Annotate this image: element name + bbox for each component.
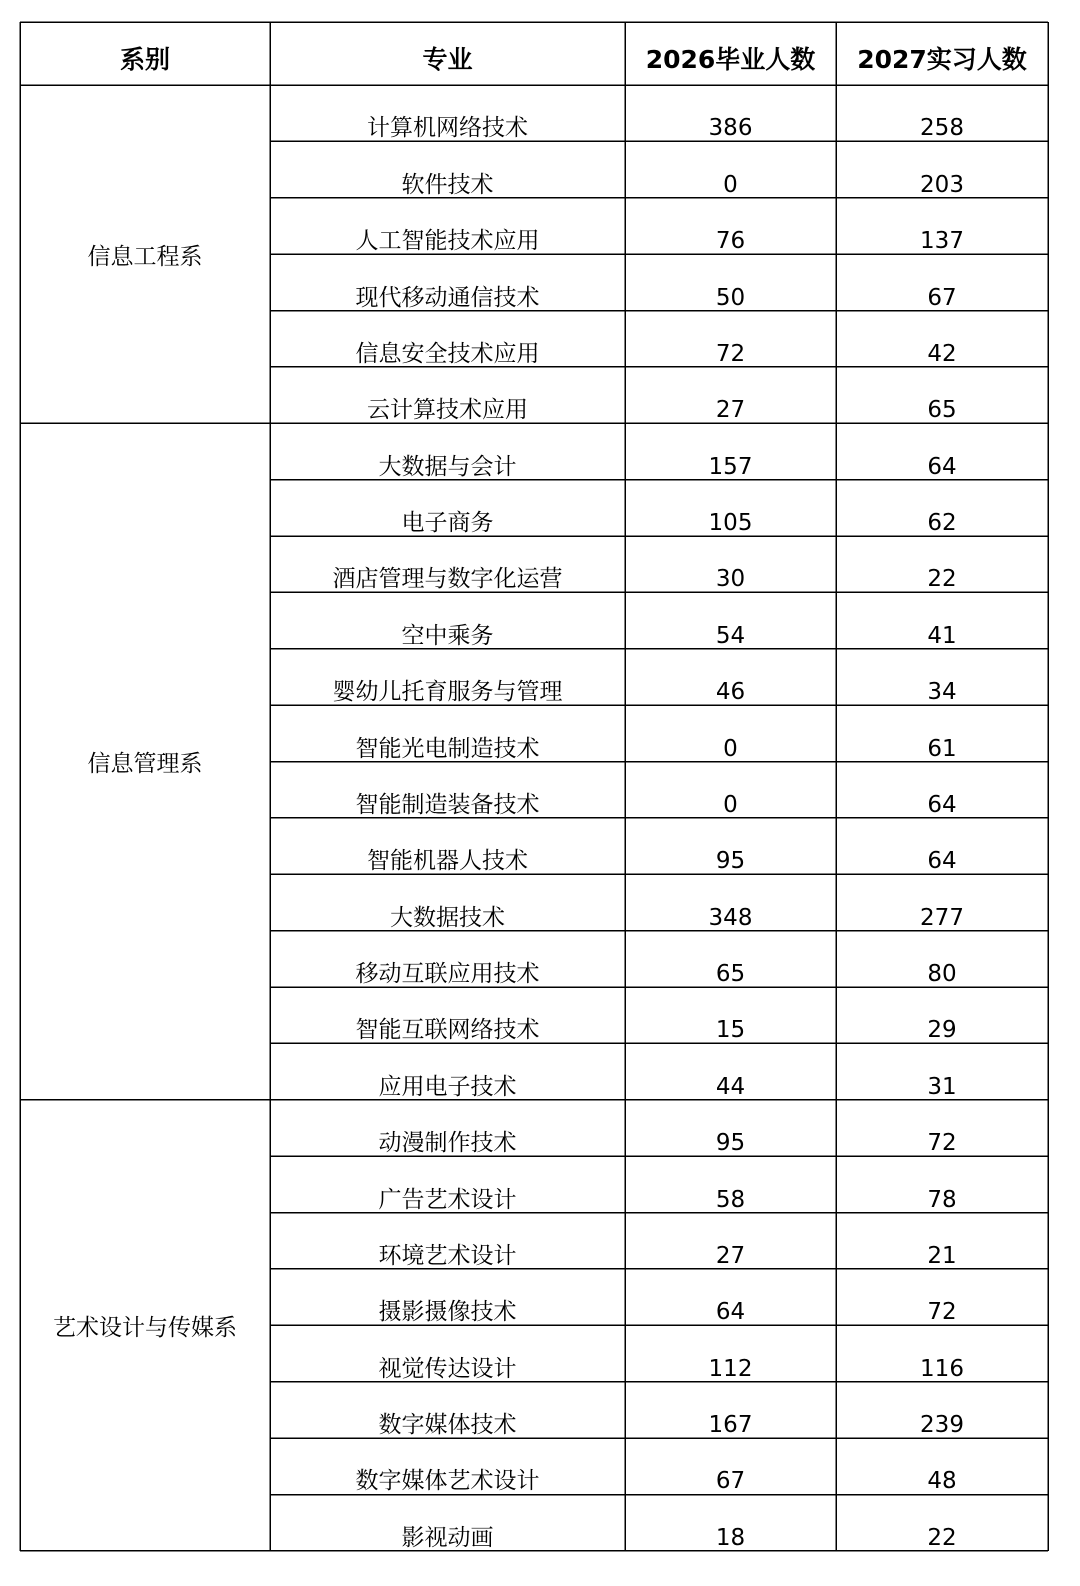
graduates-2026-cell: 67	[715, 1468, 746, 1495]
major-cell: 大数据与会计	[378, 453, 517, 480]
graduates-2026-cell: 30	[715, 566, 746, 593]
graduates-2026-cell: 65	[715, 961, 746, 988]
interns-2027-cell: 72	[927, 1130, 957, 1157]
interns-2027-cell: 116	[920, 1355, 964, 1382]
interns-2027-cell: 67	[927, 284, 957, 311]
major-cell: 动漫制作技术	[378, 1130, 517, 1157]
graduates-2026-cell: 44	[715, 1073, 746, 1100]
graduates-2026-cell: 386	[708, 115, 753, 142]
graduates-2026-cell: 105	[708, 510, 753, 537]
graduates-2026-cell: 0	[723, 791, 738, 818]
graduates-2026-cell: 0	[723, 171, 738, 198]
major-cell: 现代移动通信技术	[355, 284, 540, 311]
major-cell: 环境艺术设计	[378, 1242, 517, 1269]
major-cell: 视觉传达设计	[378, 1355, 517, 1382]
interns-2027-cell: 258	[920, 115, 964, 142]
header-interns-2027: 2027实习人数	[857, 44, 1027, 74]
major-cell: 空中乘务	[401, 622, 494, 649]
major-cell: 大数据技术	[390, 904, 505, 931]
interns-2027-cell: 62	[927, 510, 957, 537]
interns-2027-cell: 41	[927, 622, 957, 649]
interns-2027-cell: 137	[920, 228, 964, 255]
interns-2027-cell: 72	[927, 1299, 957, 1326]
major-cell: 软件技术	[401, 171, 494, 198]
interns-2027-cell: 48	[927, 1468, 957, 1495]
major-cell: 云计算技术应用	[367, 397, 528, 424]
interns-2027-cell: 64	[927, 848, 957, 875]
interns-2027-cell: 61	[927, 735, 957, 762]
graduates-2026-cell: 95	[715, 1130, 746, 1157]
department-cell: 信息管理系	[87, 751, 203, 778]
graduates-2026-cell: 18	[715, 1524, 746, 1551]
major-cell: 智能光电制造技术	[355, 735, 540, 762]
graduates-2026-cell: 50	[715, 284, 746, 311]
interns-2027-cell: 80	[927, 961, 957, 988]
major-cell: 信息安全技术应用	[355, 340, 540, 367]
interns-2027-cell: 34	[927, 679, 957, 706]
graduates-2026-cell: 46	[715, 679, 746, 706]
major-cell: 计算机网络技术	[367, 115, 528, 142]
graduates-2026-cell: 348	[708, 904, 753, 931]
graduates-2026-cell: 157	[708, 453, 753, 480]
major-cell: 数字媒体技术	[378, 1412, 517, 1439]
header-major: 专业	[422, 44, 473, 74]
department-cell: 信息工程系	[87, 243, 203, 270]
major-cell: 婴幼儿托育服务与管理	[332, 679, 563, 706]
graduates-2026-cell: 112	[708, 1355, 753, 1382]
graduates-2026-cell: 76	[715, 228, 746, 255]
graduates-2026-cell: 72	[715, 340, 746, 367]
major-cell: 广告艺术设计	[378, 1186, 517, 1213]
graduates-2026-cell: 167	[708, 1412, 753, 1439]
graduates-2026-cell: 95	[715, 848, 746, 875]
interns-2027-cell: 78	[927, 1186, 957, 1213]
major-cell: 影视动画	[401, 1524, 494, 1551]
interns-2027-cell: 22	[927, 1524, 957, 1551]
interns-2027-cell: 42	[927, 340, 957, 367]
interns-2027-cell: 64	[927, 791, 957, 818]
major-cell: 智能机器人技术	[367, 848, 528, 875]
major-cell: 移动互联应用技术	[355, 961, 540, 988]
interns-2027-cell: 239	[920, 1412, 964, 1439]
interns-2027-cell: 65	[927, 397, 957, 424]
major-cell: 智能制造装备技术	[355, 791, 540, 818]
graduates-2026-cell: 0	[723, 735, 738, 762]
interns-2027-cell: 21	[927, 1242, 957, 1269]
major-cell: 摄影摄像技术	[378, 1299, 517, 1326]
major-cell: 应用电子技术	[378, 1073, 517, 1100]
graduates-2026-cell: 64	[715, 1299, 746, 1326]
interns-2027-cell: 22	[927, 566, 957, 593]
major-cell: 电子商务	[401, 510, 494, 537]
major-cell: 智能互联网络技术	[355, 1017, 540, 1044]
major-cell: 数字媒体艺术设计	[355, 1468, 540, 1495]
graduates-2026-cell: 15	[715, 1017, 746, 1044]
major-cell: 人工智能技术应用	[355, 228, 540, 255]
interns-2027-cell: 277	[920, 904, 964, 931]
graduates-2026-cell: 27	[715, 1242, 746, 1269]
graduates-2026-cell: 54	[715, 622, 746, 649]
graduates-2026-cell: 27	[715, 397, 746, 424]
interns-2027-cell: 64	[927, 453, 957, 480]
header-graduates-2026: 2026毕业人数	[645, 44, 816, 74]
interns-2027-cell: 31	[927, 1073, 957, 1100]
department-cell: 艺术设计与传媒系	[53, 1314, 237, 1341]
interns-2027-cell: 203	[920, 171, 964, 198]
major-cell: 酒店管理与数字化运营	[332, 566, 563, 593]
interns-2027-cell: 29	[927, 1017, 957, 1044]
header-department: 系别	[119, 44, 170, 74]
graduates-2026-cell: 58	[715, 1186, 746, 1213]
